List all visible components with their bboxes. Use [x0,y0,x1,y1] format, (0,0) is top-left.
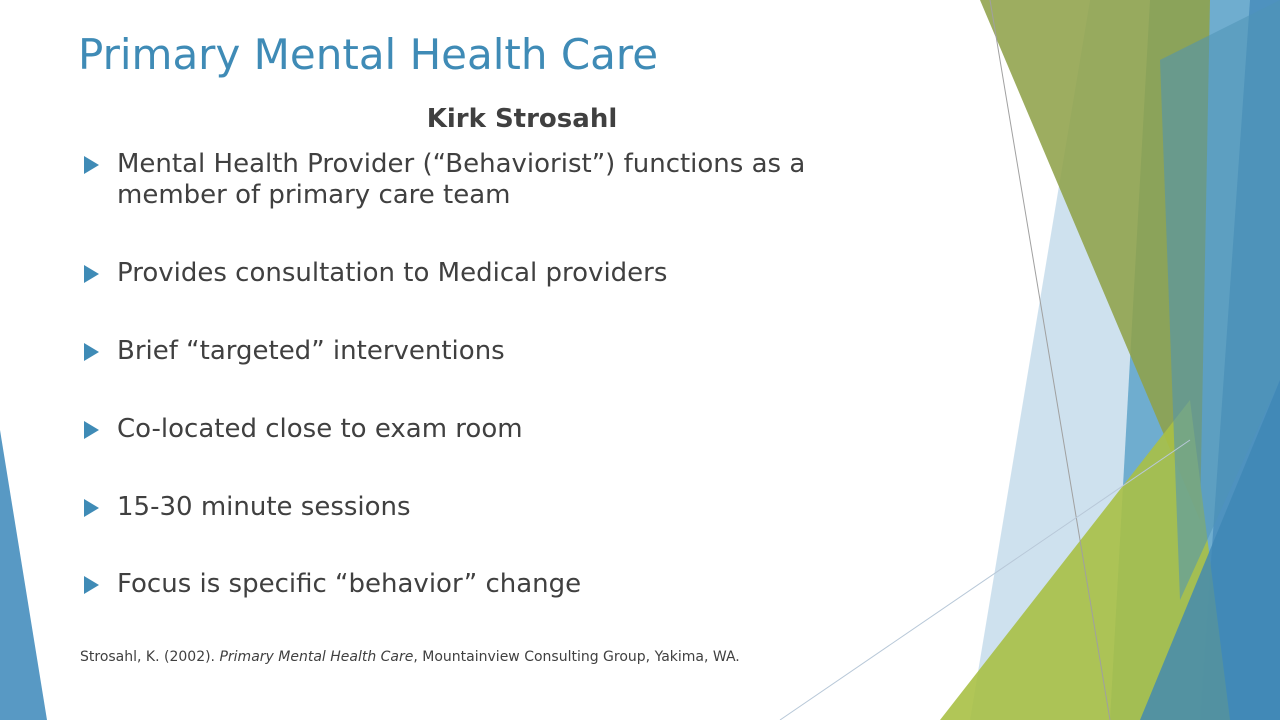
bullet-text: Provides consultation to Medical providers [117,258,668,288]
bullet-item [80,258,920,289]
citation [80,649,740,665]
triangle-right-icon [84,576,99,594]
citation-book-title: Primary Mental Health Care [219,649,414,665]
triangle-right-icon [84,265,99,283]
slide-title: Primary Mental Health Care [78,30,659,79]
author-name: Kirk Strosahl [426,104,618,134]
triangle-right-icon [84,343,99,361]
bullet-text: Mental Health Provider (“Behaviorist”) functions as a member of primary care team [117,149,806,210]
bullet-text: 15-30 minute sessions [117,492,411,522]
bullet-item [80,414,920,445]
bullet-item [80,569,920,600]
citation-suffix: , Mountainview Consulting Group, Yakima, WA. [413,649,740,665]
bullet-text: Brief “targeted” interventions [117,336,505,366]
triangle-right-icon [84,156,99,174]
citation-prefix: Strosahl, K. (2002). [80,649,220,665]
triangle-right-icon [84,421,99,439]
bullet-item [80,149,920,211]
bullet-text: Focus is specific “behavior” change [117,569,582,599]
bullet-item [80,336,920,367]
left-blue-sliver [0,430,47,720]
triangle-right-icon [84,499,99,517]
bullet-text: Co-located close to exam room [117,414,523,444]
bullet-item [80,492,920,523]
